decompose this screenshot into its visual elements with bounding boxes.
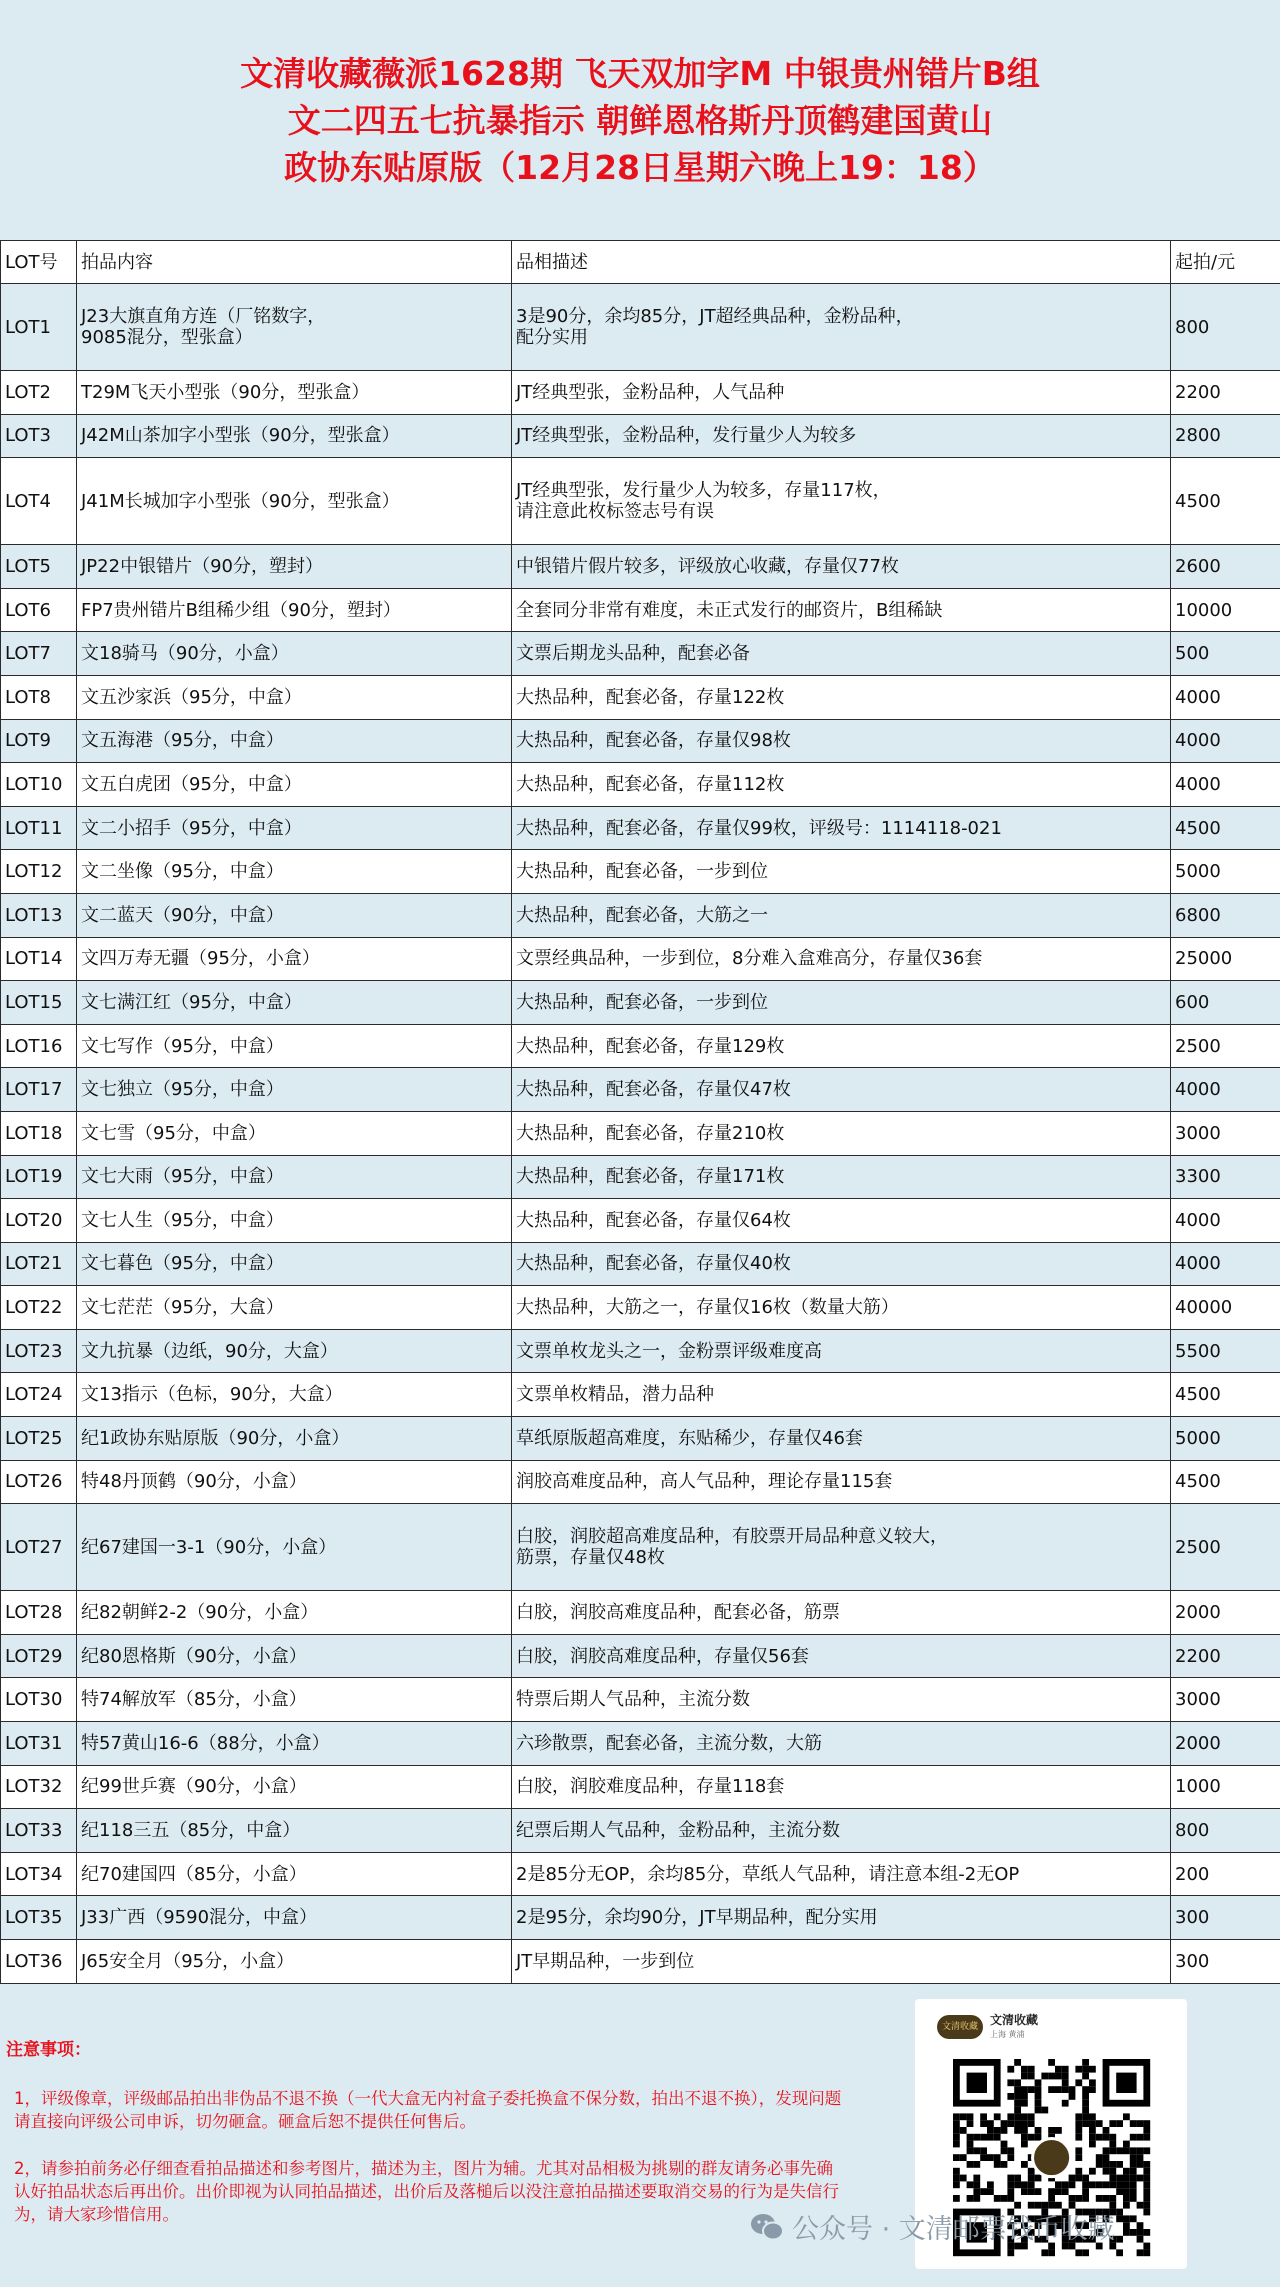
lot-item: [77, 1591, 512, 1635]
lot-item-line: 纪99世乒赛（90分，小盒）: [81, 1776, 307, 1798]
table-row: [1, 981, 1280, 1025]
starting-price: 4000: [1171, 675, 1280, 719]
table-header-row: [1, 241, 1280, 284]
lot-description: [512, 1591, 1171, 1635]
lot-item: [77, 1329, 512, 1373]
lot-number: LOT12: [1, 850, 77, 894]
starting-price: 800: [1171, 284, 1280, 371]
table-row: [1, 1286, 1280, 1330]
lot-number: LOT20: [1, 1199, 77, 1243]
starting-price: 4500: [1171, 1460, 1280, 1504]
lot-description: [512, 1809, 1171, 1853]
lot-description-line: 大热品种，配套必备，存量112枚: [516, 773, 785, 795]
lot-number: LOT29: [1, 1634, 77, 1678]
table-row: [1, 1111, 1280, 1155]
lot-item-line: J42M山茶加字小型张（90分，型张盒）: [81, 425, 400, 447]
col-header-desc: 品相描述: [512, 241, 1171, 284]
lot-item: [77, 1809, 512, 1853]
table-row: [1, 1024, 1280, 1068]
lot-item-line: JP22中银错片（90分，塑封）: [81, 555, 323, 577]
starting-price: 2500: [1171, 1504, 1280, 1591]
table-row: [1, 1329, 1280, 1373]
lot-description-line: 大热品种，配套必备，存量仅64枚: [516, 1209, 791, 1231]
lot-item-line: J33广西（9590混分，中盒）: [81, 1907, 318, 1929]
starting-price: 200: [1171, 1852, 1280, 1896]
auction-table: [0, 240, 1280, 1984]
notice-section: [0, 1985, 1280, 2287]
table-row: [1, 1940, 1280, 1984]
starting-price: 10000: [1171, 588, 1280, 632]
table-row: [1, 937, 1280, 981]
starting-price: 4000: [1171, 1242, 1280, 1286]
starting-price: 2800: [1171, 414, 1280, 458]
notice-paragraph-2: 2，请参拍前务必仔细查看拍品描述和参考图片，描述为主，图片为辅。尤其对品相极为挑剔的群友请务必事先确认好拍品状态后再出价。出价即视为认同拍品描述，出价后及落槌后以没注意拍品描述要取消交易的行为是失信行为，请大家珍惜信用。: [14, 2159, 839, 2224]
lot-number: LOT18: [1, 1111, 77, 1155]
starting-price: 2600: [1171, 545, 1280, 589]
lot-number: LOT27: [1, 1504, 77, 1591]
lot-item: [77, 893, 512, 937]
lot-description: [512, 1155, 1171, 1199]
lot-number: LOT6: [1, 588, 77, 632]
table-row: [1, 763, 1280, 807]
lot-number: LOT23: [1, 1329, 77, 1373]
lot-description-line: 大热品种，配套必备，存量129枚: [516, 1035, 785, 1057]
lot-description: [512, 1678, 1171, 1722]
table-row: [1, 1460, 1280, 1504]
lot-description-line: 大热品种，配套必备，大筋之一: [516, 904, 768, 926]
starting-price: 2500: [1171, 1024, 1280, 1068]
lot-number: LOT32: [1, 1765, 77, 1809]
lot-description: [512, 1286, 1171, 1330]
lot-item: [77, 371, 512, 415]
lot-description-line: 2是95分，余均90分，JT早期品种，配分实用: [516, 1907, 878, 1929]
table-row: [1, 806, 1280, 850]
lot-description: [512, 458, 1171, 545]
lot-description-line: 筋票，存量仅48枚: [516, 1547, 665, 1569]
lot-item: [77, 1722, 512, 1766]
lot-description: [512, 1940, 1171, 1984]
lot-description: [512, 1199, 1171, 1243]
starting-price: 4000: [1171, 719, 1280, 763]
lot-item: [77, 1765, 512, 1809]
lot-description-line: 白胶，润胶高难度品种，配套必备，筋票: [516, 1602, 840, 1624]
lot-item: [77, 1504, 512, 1591]
starting-price: 5000: [1171, 850, 1280, 894]
lot-number: LOT19: [1, 1155, 77, 1199]
lot-item-line: J23大旗直角方连（厂铭数字，: [81, 306, 326, 327]
lot-item-line: 文七茫茫（95分，大盒）: [81, 1297, 284, 1319]
lot-item: [77, 763, 512, 807]
lot-number: LOT10: [1, 763, 77, 807]
title-line-3: 政协东贴原版（12月28日星期六晚上19：18）: [284, 147, 996, 187]
lot-item-line: 文二小招手（95分，中盒）: [81, 817, 302, 839]
lot-number: LOT22: [1, 1286, 77, 1330]
lot-item: [77, 1068, 512, 1112]
table-row: [1, 1591, 1280, 1635]
starting-price: 3000: [1171, 1678, 1280, 1722]
lot-description-line: JT经典型张，发行量少人为较多，存量117枚，: [516, 480, 891, 502]
lot-item: [77, 632, 512, 676]
table-row: [1, 1722, 1280, 1766]
lot-description-line: 大热品种，配套必备，存量210枚: [516, 1122, 785, 1144]
lot-item-line: 纪82朝鲜2-2（90分，小盒）: [81, 1602, 319, 1624]
lot-description-line: 大热品种，配套必备，一步到位: [516, 861, 768, 883]
lot-item: [77, 1634, 512, 1678]
lot-item: [77, 1373, 512, 1417]
table-row: [1, 458, 1280, 545]
lot-item-line: 文五白虎团（95分，中盒）: [81, 773, 302, 795]
lot-item: [77, 414, 512, 458]
lot-description: [512, 1765, 1171, 1809]
lot-number: LOT31: [1, 1722, 77, 1766]
lot-item: [77, 1111, 512, 1155]
lot-number: LOT14: [1, 937, 77, 981]
lot-description: [512, 371, 1171, 415]
starting-price: 4500: [1171, 1373, 1280, 1417]
lot-item: [77, 675, 512, 719]
lot-number: LOT1: [1, 284, 77, 371]
table-row: [1, 1504, 1280, 1591]
lot-description: [512, 850, 1171, 894]
lot-description: [512, 1896, 1171, 1940]
col-header-price: 起拍/元: [1171, 241, 1280, 284]
lot-item-line: 纪118三五（85分，中盒）: [81, 1820, 301, 1842]
lot-item-line: 文七大雨（95分，中盒）: [81, 1166, 284, 1188]
lot-item-line: 纪80恩格斯（90分，小盒）: [81, 1645, 307, 1667]
lot-description: [512, 632, 1171, 676]
lot-description-line: 草纸原版超高难度，东贴稀少，存量仅46套: [516, 1427, 863, 1449]
lot-description-line: 润胶高难度品种，高人气品种，理论存量115套: [516, 1471, 893, 1493]
lot-item-line: 纪67建国一3-1（90分，小盒）: [81, 1536, 337, 1558]
notice-paragraph-1: 1，评级像章，评级邮品拍出非伪品不退不换（一代大盒无内衬盒子委托换盒不保分数，拍出不退不换），发现问题请直接向评级公司申诉，切勿砸盒。砸盒后恕不提供任何售后。: [14, 2089, 842, 2131]
lot-description: [512, 1460, 1171, 1504]
lot-number: LOT2: [1, 371, 77, 415]
table-row: [1, 1199, 1280, 1243]
starting-price: 3300: [1171, 1155, 1280, 1199]
table-row: [1, 1678, 1280, 1722]
lot-item-line: 纪70建国四（85分，小盒）: [81, 1863, 307, 1885]
lot-number: LOT5: [1, 545, 77, 589]
lot-description: [512, 675, 1171, 719]
lot-item-line: 文七雪（95分，中盒）: [81, 1122, 266, 1144]
lot-number: LOT11: [1, 806, 77, 850]
table-row: [1, 893, 1280, 937]
lot-item-line: J65安全月（95分，小盒）: [81, 1950, 295, 1972]
lot-description-line: 全套同分非常有难度，未正式发行的邮资片，B组稀缺: [516, 599, 943, 621]
table-row: [1, 414, 1280, 458]
starting-price: 4000: [1171, 1199, 1280, 1243]
table-row: [1, 675, 1280, 719]
lot-description-line: 大热品种，配套必备，存量仅47枚: [516, 1079, 791, 1101]
lot-item-line: 9085混分，型张盒）: [81, 327, 253, 348]
lot-item-line: T29M飞天小型张（90分，型张盒）: [81, 381, 370, 403]
table-row: [1, 371, 1280, 415]
lot-item-line: 文七写作（95分，中盒）: [81, 1035, 284, 1057]
lot-number: LOT35: [1, 1896, 77, 1940]
table-row: [1, 632, 1280, 676]
lot-item-line: 特48丹顶鹤（90分，小盒）: [81, 1471, 307, 1493]
starting-price: 1000: [1171, 1765, 1280, 1809]
starting-price: 6800: [1171, 893, 1280, 937]
lot-number: LOT25: [1, 1417, 77, 1461]
lot-number: LOT8: [1, 675, 77, 719]
starting-price: 500: [1171, 632, 1280, 676]
lot-description: [512, 719, 1171, 763]
lot-number: LOT28: [1, 1591, 77, 1635]
lot-item-line: 文18骑马（90分，小盒）: [81, 643, 289, 665]
starting-price: 5000: [1171, 1417, 1280, 1461]
lot-description: [512, 1111, 1171, 1155]
lot-description-line: 白胶，润胶高难度品种，存量仅56套: [516, 1645, 809, 1667]
table-row: [1, 850, 1280, 894]
lot-description-line: 2是85分无OP，余均85分，草纸人气品种，请注意本组-2无OP: [516, 1863, 1020, 1885]
starting-price: 5500: [1171, 1329, 1280, 1373]
starting-price: 2000: [1171, 1722, 1280, 1766]
lot-description-line: 大热品种，大筋之一，存量仅16枚（数量大筋）: [516, 1297, 899, 1319]
lot-item: [77, 806, 512, 850]
lot-item-line: 文二蓝天（90分，中盒）: [81, 904, 284, 926]
lot-item: [77, 981, 512, 1025]
lot-description: [512, 937, 1171, 981]
lot-item: [77, 1417, 512, 1461]
title-line-2: 文二四五七抗暴指示 朝鲜恩格斯丹顶鹤建国黄山: [287, 100, 993, 140]
lot-item: [77, 1199, 512, 1243]
lot-description-line: 请注意此枚标签志号有误: [516, 501, 714, 523]
lot-item-line: 文七暮色（95分，中盒）: [81, 1253, 284, 1275]
lot-number: LOT15: [1, 981, 77, 1025]
lot-item-line: 文五沙家浜（95分，中盒）: [81, 686, 302, 708]
lot-item-line: 纪1政协东贴原版（90分，小盒）: [81, 1427, 350, 1449]
lot-description: [512, 414, 1171, 458]
lot-description-line: 中银错片假片较多，评级放心收藏，存量仅77枚: [516, 555, 899, 577]
lot-item: [77, 719, 512, 763]
qr-account-name: 文清收藏: [990, 2013, 1039, 2027]
lot-number: LOT21: [1, 1242, 77, 1286]
lot-item-line: 文二坐像（95分，中盒）: [81, 861, 284, 883]
lot-description-line: 大热品种，配套必备，存量仅99枚，评级号：1114118-021: [516, 817, 1002, 839]
col-header-lot: LOT号: [1, 241, 77, 284]
qr-account-location: 上海 黄浦: [990, 2030, 1025, 2039]
lot-number: LOT36: [1, 1940, 77, 1984]
lot-item-line: FP7贵州错片B组稀少组（90分，塑封）: [81, 599, 401, 621]
lot-description-line: 特票后期人气品种，主流分数: [516, 1689, 750, 1711]
lot-item: [77, 937, 512, 981]
lot-item: [77, 1896, 512, 1940]
lot-number: LOT9: [1, 719, 77, 763]
lot-item-line: 文七满江红（95分，中盒）: [81, 991, 302, 1013]
table-row: [1, 719, 1280, 763]
lot-item: [77, 1024, 512, 1068]
col-header-item: 拍品内容: [77, 241, 512, 284]
starting-price: 4500: [1171, 458, 1280, 545]
lot-description: [512, 1852, 1171, 1896]
lot-item: [77, 284, 512, 371]
lot-description: [512, 1024, 1171, 1068]
lot-description: [512, 284, 1171, 371]
table-row: [1, 1155, 1280, 1199]
starting-price: 3000: [1171, 1111, 1280, 1155]
lot-item: [77, 1155, 512, 1199]
title-line-1: 文清收藏薇派1628期 飞天双加字M 中银贵州错片B组: [240, 53, 1040, 93]
table-row: [1, 1373, 1280, 1417]
lot-description-line: JT经典型张，金粉品种，发行量少人为较多: [516, 425, 857, 447]
lot-item: [77, 1460, 512, 1504]
table-row: [1, 1765, 1280, 1809]
starting-price: 40000: [1171, 1286, 1280, 1330]
lot-number: LOT4: [1, 458, 77, 545]
table-row: [1, 1896, 1280, 1940]
table-row: [1, 1809, 1280, 1853]
lot-description-line: 配分实用: [516, 327, 588, 348]
lot-description-line: 六珍散票，配套必备，主流分数，大筋: [516, 1732, 822, 1754]
starting-price: 2200: [1171, 1634, 1280, 1678]
lot-number: LOT17: [1, 1068, 77, 1112]
table-row: [1, 1852, 1280, 1896]
lot-description: [512, 806, 1171, 850]
lot-item-line: 文五海港（95分，中盒）: [81, 730, 284, 752]
lot-description: [512, 981, 1171, 1025]
lot-description-line: 大热品种，配套必备，一步到位: [516, 991, 768, 1013]
table-row: [1, 545, 1280, 589]
starting-price: 600: [1171, 981, 1280, 1025]
lot-description: [512, 1722, 1171, 1766]
lot-item: [77, 1286, 512, 1330]
lot-description: [512, 893, 1171, 937]
table-row: [1, 1634, 1280, 1678]
lot-item-line: J41M长城加字小型张（90分，型张盒）: [81, 490, 400, 512]
brand-logo: 文清收藏: [937, 2015, 983, 2039]
starting-price: 2200: [1171, 371, 1280, 415]
lot-description: [512, 1634, 1171, 1678]
lot-description-line: 大热品种，配套必备，存量171枚: [516, 1166, 785, 1188]
lot-item: [77, 1852, 512, 1896]
lot-description-line: 大热品种，配套必备，存量仅40枚: [516, 1253, 791, 1275]
table-row: [1, 1068, 1280, 1112]
lot-description: [512, 1242, 1171, 1286]
lot-description-line: 大热品种，配套必备，存量仅98枚: [516, 730, 791, 752]
lot-description: [512, 763, 1171, 807]
lot-item: [77, 588, 512, 632]
starting-price: 300: [1171, 1940, 1280, 1984]
starting-price: 4000: [1171, 763, 1280, 807]
lot-item-line: 文七独立（95分，中盒）: [81, 1079, 284, 1101]
starting-price: 800: [1171, 1809, 1280, 1853]
starting-price: 25000: [1171, 937, 1280, 981]
lot-description: [512, 1417, 1171, 1461]
table-row: [1, 284, 1280, 371]
lot-item-line: 特57黄山16-6（88分，小盒）: [81, 1732, 330, 1754]
watermark: [750, 2207, 1115, 2246]
lot-number: LOT33: [1, 1809, 77, 1853]
lot-description-line: JT早期品种，一步到位: [516, 1950, 695, 1972]
lot-number: LOT7: [1, 632, 77, 676]
lot-item: [77, 545, 512, 589]
lot-description: [512, 1329, 1171, 1373]
lot-description-line: 文票单枚精品，潜力品种: [516, 1384, 714, 1406]
lot-number: LOT30: [1, 1678, 77, 1722]
lot-number: LOT26: [1, 1460, 77, 1504]
table-row: [1, 1242, 1280, 1286]
lot-description-line: 大热品种，配套必备，存量122枚: [516, 686, 785, 708]
lot-item: [77, 458, 512, 545]
table-row: [1, 588, 1280, 632]
lot-item: [77, 1242, 512, 1286]
table-row: [1, 1417, 1280, 1461]
lot-description-line: 文票经典品种，一步到位，8分难入盒难高分，存量仅36套: [516, 948, 983, 970]
starting-price: 2000: [1171, 1591, 1280, 1635]
starting-price: 4000: [1171, 1068, 1280, 1112]
lot-number: LOT3: [1, 414, 77, 458]
lot-description-line: 白胶，润胶难度品种，存量118套: [516, 1776, 785, 1798]
starting-price: 300: [1171, 1896, 1280, 1940]
lot-description: [512, 1504, 1171, 1591]
lot-item-line: 文13指示（色标，90分，大盒）: [81, 1384, 343, 1406]
lot-item: [77, 1678, 512, 1722]
lot-description-line: 3是90分，余均85分，JT超经典品种，金粉品种，: [516, 306, 914, 327]
starting-price: 4500: [1171, 806, 1280, 850]
lot-item-line: 特74解放军（85分，小盒）: [81, 1689, 307, 1711]
lot-description-line: 白胶，润胶超高难度品种，有胶票开局品种意义较大，: [516, 1526, 948, 1548]
watermark-text: 公众号 · 文清邮票钱币收藏: [792, 2214, 1115, 2245]
notice-title: 注意事项：: [6, 2040, 91, 2060]
page-header: [0, 0, 1280, 240]
lot-description-line: 纪票后期人气品种，金粉品种，主流分数: [516, 1820, 840, 1842]
lot-description: [512, 1373, 1171, 1417]
lot-item-line: 文七人生（95分，中盒）: [81, 1209, 284, 1231]
lot-number: LOT34: [1, 1852, 77, 1896]
lot-description-line: 文票后期龙头品种，配套必备: [516, 643, 750, 665]
lot-item: [77, 1940, 512, 1984]
lot-item-line: 文九抗暴（边纸，90分，大盒）: [81, 1340, 338, 1362]
lot-item: [77, 850, 512, 894]
lot-item-line: 文四万寿无疆（95分，小盒）: [81, 948, 320, 970]
lot-description: [512, 588, 1171, 632]
lot-number: LOT13: [1, 893, 77, 937]
wechat-icon: [750, 2213, 784, 2241]
lot-description-line: JT经典型张，金粉品种，人气品种: [516, 381, 785, 403]
lot-description-line: 文票单枚龙头之一，金粉票评级难度高: [516, 1340, 822, 1362]
lot-number: LOT24: [1, 1373, 77, 1417]
lot-description: [512, 1068, 1171, 1112]
lot-number: LOT16: [1, 1024, 77, 1068]
lot-description: [512, 545, 1171, 589]
